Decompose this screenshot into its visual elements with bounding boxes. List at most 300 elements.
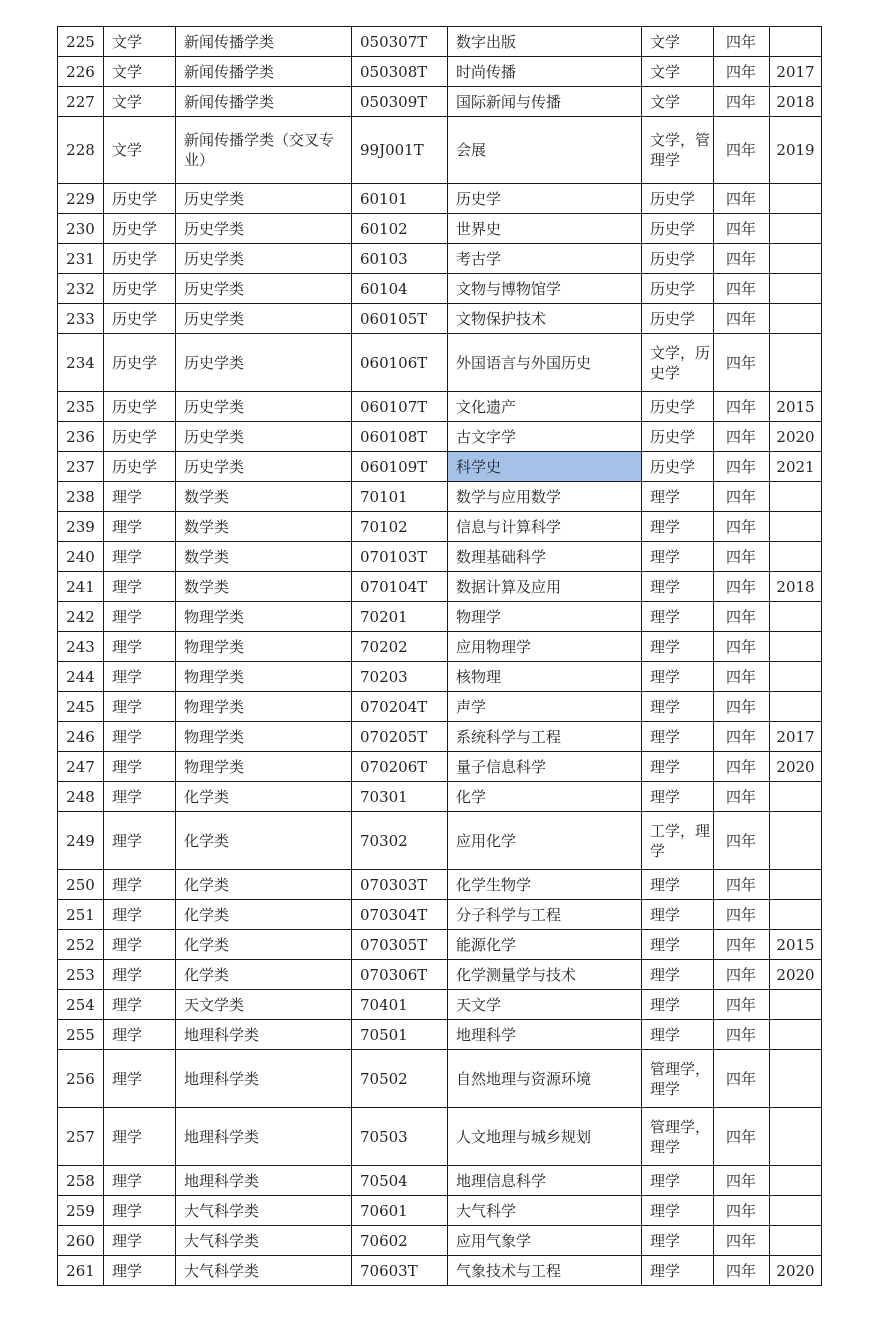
duration-cell: 四年 <box>714 452 770 482</box>
added-year-cell <box>770 662 822 692</box>
added-year-cell <box>770 602 822 632</box>
category-cell: 物理学类 <box>176 632 352 662</box>
degree-cell: 历史学 <box>642 392 714 422</box>
major-cell: 天文学 <box>448 990 642 1020</box>
row-number: 229 <box>58 184 104 214</box>
added-year-cell <box>770 27 822 57</box>
code-cell: 070104T <box>352 572 448 602</box>
discipline-cell: 历史学 <box>104 392 176 422</box>
duration-cell: 四年 <box>714 782 770 812</box>
major-cell: 人文地理与城乡规划 <box>448 1108 642 1166</box>
discipline-cell: 理学 <box>104 1226 176 1256</box>
code-cell: 60102 <box>352 214 448 244</box>
major-cell: 自然地理与资源环境 <box>448 1050 642 1108</box>
code-cell: 060105T <box>352 304 448 334</box>
category-cell: 历史学类 <box>176 304 352 334</box>
duration-cell: 四年 <box>714 244 770 274</box>
table-row <box>58 632 822 662</box>
discipline-cell: 历史学 <box>104 422 176 452</box>
row-number: 239 <box>58 512 104 542</box>
table-row <box>58 57 822 87</box>
code-cell: 70504 <box>352 1166 448 1196</box>
code-cell: 70201 <box>352 602 448 632</box>
duration-cell: 四年 <box>714 1108 770 1166</box>
row-number: 235 <box>58 392 104 422</box>
discipline-cell: 理学 <box>104 692 176 722</box>
table-row <box>58 1226 822 1256</box>
discipline-cell: 文学 <box>104 117 176 184</box>
degree-cell: 理学 <box>642 752 714 782</box>
added-year-cell <box>770 782 822 812</box>
degree-cell: 理学 <box>642 602 714 632</box>
code-cell: 70302 <box>352 812 448 870</box>
table-row <box>58 392 822 422</box>
major-cell: 大气科学 <box>448 1196 642 1226</box>
category-cell: 地理科学类 <box>176 1050 352 1108</box>
row-number: 252 <box>58 930 104 960</box>
category-cell: 新闻传播学类（交叉专业） <box>176 117 352 184</box>
degree-cell: 理学 <box>642 572 714 602</box>
code-cell: 060107T <box>352 392 448 422</box>
added-year-cell <box>770 812 822 870</box>
degree-cell: 理学 <box>642 692 714 722</box>
category-cell: 新闻传播学类 <box>176 87 352 117</box>
table-row <box>58 452 822 482</box>
discipline-cell: 理学 <box>104 1196 176 1226</box>
row-number: 256 <box>58 1050 104 1108</box>
major-cell: 古文字学 <box>448 422 642 452</box>
category-cell: 化学类 <box>176 870 352 900</box>
added-year-cell: 2020 <box>770 960 822 990</box>
code-cell: 070304T <box>352 900 448 930</box>
major-cell: 世界史 <box>448 214 642 244</box>
discipline-cell: 理学 <box>104 542 176 572</box>
added-year-cell <box>770 692 822 722</box>
degree-cell: 历史学 <box>642 304 714 334</box>
code-cell: 70301 <box>352 782 448 812</box>
duration-cell: 四年 <box>714 184 770 214</box>
category-cell: 化学类 <box>176 960 352 990</box>
row-number: 231 <box>58 244 104 274</box>
row-number: 240 <box>58 542 104 572</box>
duration-cell: 四年 <box>714 1166 770 1196</box>
row-number: 226 <box>58 57 104 87</box>
added-year-cell <box>770 1196 822 1226</box>
discipline-cell: 理学 <box>104 602 176 632</box>
degree-cell: 理学 <box>642 990 714 1020</box>
category-cell: 历史学类 <box>176 392 352 422</box>
category-cell: 大气科学类 <box>176 1226 352 1256</box>
discipline-cell: 文学 <box>104 27 176 57</box>
degree-cell: 工学，理学 <box>642 812 714 870</box>
code-cell: 050308T <box>352 57 448 87</box>
category-cell: 地理科学类 <box>176 1166 352 1196</box>
duration-cell: 四年 <box>714 392 770 422</box>
table-row <box>58 87 822 117</box>
added-year-cell <box>770 1050 822 1108</box>
duration-cell: 四年 <box>714 57 770 87</box>
category-cell: 新闻传播学类 <box>176 57 352 87</box>
added-year-cell <box>770 900 822 930</box>
duration-cell: 四年 <box>714 752 770 782</box>
discipline-cell: 理学 <box>104 752 176 782</box>
code-cell: 070303T <box>352 870 448 900</box>
code-cell: 70502 <box>352 1050 448 1108</box>
degree-cell: 历史学 <box>642 452 714 482</box>
degree-cell: 文学 <box>642 87 714 117</box>
added-year-cell: 2019 <box>770 117 822 184</box>
major-cell: 系统科学与工程 <box>448 722 642 752</box>
degree-cell: 历史学 <box>642 214 714 244</box>
category-cell: 数学类 <box>176 512 352 542</box>
duration-cell: 四年 <box>714 1050 770 1108</box>
added-year-cell <box>770 542 822 572</box>
code-cell: 070305T <box>352 930 448 960</box>
degree-cell: 历史学 <box>642 274 714 304</box>
duration-cell: 四年 <box>714 900 770 930</box>
code-cell: 70202 <box>352 632 448 662</box>
code-cell: 070204T <box>352 692 448 722</box>
table-row <box>58 752 822 782</box>
row-number: 237 <box>58 452 104 482</box>
row-number: 248 <box>58 782 104 812</box>
added-year-cell <box>770 214 822 244</box>
duration-cell: 四年 <box>714 870 770 900</box>
major-cell: 量子信息科学 <box>448 752 642 782</box>
degree-cell: 理学 <box>642 722 714 752</box>
major-cell: 文物保护技术 <box>448 304 642 334</box>
degree-cell: 理学 <box>642 482 714 512</box>
major-cell: 会展 <box>448 117 642 184</box>
row-number: 254 <box>58 990 104 1020</box>
degree-cell: 文学 <box>642 57 714 87</box>
degree-cell: 理学 <box>642 930 714 960</box>
degree-cell: 历史学 <box>642 422 714 452</box>
discipline-cell: 理学 <box>104 572 176 602</box>
degree-cell: 历史学 <box>642 244 714 274</box>
discipline-cell: 历史学 <box>104 304 176 334</box>
row-number: 255 <box>58 1020 104 1050</box>
major-cell: 文物与博物馆学 <box>448 274 642 304</box>
category-cell: 天文学类 <box>176 990 352 1020</box>
table-row <box>58 542 822 572</box>
degree-cell: 理学 <box>642 1166 714 1196</box>
major-cell: 历史学 <box>448 184 642 214</box>
major-cell: 应用化学 <box>448 812 642 870</box>
table-row <box>58 812 822 870</box>
added-year-cell <box>770 990 822 1020</box>
table-row <box>58 244 822 274</box>
major-cell: 气象技术与工程 <box>448 1256 642 1286</box>
table-row <box>58 1050 822 1108</box>
row-number: 253 <box>58 960 104 990</box>
added-year-cell: 2015 <box>770 930 822 960</box>
code-cell: 70601 <box>352 1196 448 1226</box>
major-cell: 外国语言与外国历史 <box>448 334 642 392</box>
table-row <box>58 512 822 542</box>
discipline-cell: 历史学 <box>104 334 176 392</box>
table-row <box>58 602 822 632</box>
major-cell: 信息与计算科学 <box>448 512 642 542</box>
row-number: 243 <box>58 632 104 662</box>
added-year-cell: 2015 <box>770 392 822 422</box>
duration-cell: 四年 <box>714 334 770 392</box>
category-cell: 物理学类 <box>176 722 352 752</box>
code-cell: 070206T <box>352 752 448 782</box>
row-number: 242 <box>58 602 104 632</box>
code-cell: 060108T <box>352 422 448 452</box>
row-number: 234 <box>58 334 104 392</box>
discipline-cell: 理学 <box>104 782 176 812</box>
discipline-cell: 理学 <box>104 1020 176 1050</box>
table-row <box>58 572 822 602</box>
row-number: 236 <box>58 422 104 452</box>
discipline-cell: 理学 <box>104 900 176 930</box>
degree-cell: 历史学 <box>642 184 714 214</box>
major-cell: 化学测量学与技术 <box>448 960 642 990</box>
discipline-cell: 理学 <box>104 870 176 900</box>
code-cell: 060109T <box>352 452 448 482</box>
category-cell: 历史学类 <box>176 214 352 244</box>
added-year-cell: 2021 <box>770 452 822 482</box>
discipline-cell: 历史学 <box>104 274 176 304</box>
duration-cell: 四年 <box>714 930 770 960</box>
added-year-cell <box>770 870 822 900</box>
added-year-cell: 2020 <box>770 752 822 782</box>
added-year-cell <box>770 632 822 662</box>
duration-cell: 四年 <box>714 722 770 752</box>
code-cell: 070306T <box>352 960 448 990</box>
major-cell: 地理信息科学 <box>448 1166 642 1196</box>
row-number: 257 <box>58 1108 104 1166</box>
row-number: 249 <box>58 812 104 870</box>
duration-cell: 四年 <box>714 214 770 244</box>
row-number: 247 <box>58 752 104 782</box>
table-row <box>58 1020 822 1050</box>
added-year-cell <box>770 184 822 214</box>
major-cell: 数学与应用数学 <box>448 482 642 512</box>
category-cell: 历史学类 <box>176 422 352 452</box>
table-row <box>58 692 822 722</box>
major-cell: 考古学 <box>448 244 642 274</box>
major-cell: 化学 <box>448 782 642 812</box>
code-cell: 070205T <box>352 722 448 752</box>
added-year-cell <box>770 334 822 392</box>
table-row <box>58 870 822 900</box>
major-cell: 能源化学 <box>448 930 642 960</box>
code-cell: 050307T <box>352 27 448 57</box>
category-cell: 数学类 <box>176 542 352 572</box>
row-number: 259 <box>58 1196 104 1226</box>
code-cell: 70102 <box>352 512 448 542</box>
duration-cell: 四年 <box>714 812 770 870</box>
discipline-cell: 文学 <box>104 87 176 117</box>
table-row <box>58 117 822 184</box>
category-cell: 化学类 <box>176 900 352 930</box>
discipline-cell: 理学 <box>104 482 176 512</box>
degree-cell: 理学 <box>642 1256 714 1286</box>
duration-cell: 四年 <box>714 27 770 57</box>
table-row <box>58 422 822 452</box>
duration-cell: 四年 <box>714 542 770 572</box>
added-year-cell <box>770 1108 822 1166</box>
major-cell: 分子科学与工程 <box>448 900 642 930</box>
discipline-cell: 理学 <box>104 990 176 1020</box>
category-cell: 物理学类 <box>176 602 352 632</box>
degree-cell: 理学 <box>642 870 714 900</box>
degree-cell: 管理学，理学 <box>642 1050 714 1108</box>
row-number: 238 <box>58 482 104 512</box>
duration-cell: 四年 <box>714 1196 770 1226</box>
table-body <box>58 27 822 1286</box>
degree-cell: 文学，管理学 <box>642 117 714 184</box>
degree-cell: 理学 <box>642 900 714 930</box>
table-row <box>58 1166 822 1196</box>
majors-table-container <box>57 26 822 1286</box>
discipline-cell: 理学 <box>104 662 176 692</box>
category-cell: 历史学类 <box>176 452 352 482</box>
added-year-cell: 2017 <box>770 722 822 752</box>
category-cell: 历史学类 <box>176 274 352 304</box>
discipline-cell: 理学 <box>104 1108 176 1166</box>
table-row <box>58 27 822 57</box>
discipline-cell: 历史学 <box>104 214 176 244</box>
table-row <box>58 184 822 214</box>
duration-cell: 四年 <box>714 274 770 304</box>
major-cell: 科学史 <box>448 452 642 482</box>
duration-cell: 四年 <box>714 990 770 1020</box>
row-number: 261 <box>58 1256 104 1286</box>
table-row <box>58 334 822 392</box>
code-cell: 050309T <box>352 87 448 117</box>
row-number: 233 <box>58 304 104 334</box>
discipline-cell: 理学 <box>104 930 176 960</box>
major-cell: 数字出版 <box>448 27 642 57</box>
major-cell: 地理科学 <box>448 1020 642 1050</box>
duration-cell: 四年 <box>714 632 770 662</box>
table-row <box>58 930 822 960</box>
row-number: 244 <box>58 662 104 692</box>
row-number: 251 <box>58 900 104 930</box>
category-cell: 大气科学类 <box>176 1196 352 1226</box>
degree-cell: 理学 <box>642 1020 714 1050</box>
added-year-cell <box>770 1226 822 1256</box>
code-cell: 70603T <box>352 1256 448 1286</box>
duration-cell: 四年 <box>714 422 770 452</box>
code-cell: 60103 <box>352 244 448 274</box>
category-cell: 地理科学类 <box>176 1020 352 1050</box>
major-cell: 应用气象学 <box>448 1226 642 1256</box>
added-year-cell <box>770 274 822 304</box>
table-row <box>58 274 822 304</box>
duration-cell: 四年 <box>714 662 770 692</box>
added-year-cell: 2017 <box>770 57 822 87</box>
degree-cell: 文学，历史学 <box>642 334 714 392</box>
degree-cell: 理学 <box>642 782 714 812</box>
category-cell: 历史学类 <box>176 334 352 392</box>
discipline-cell: 理学 <box>104 632 176 662</box>
row-number: 225 <box>58 27 104 57</box>
major-cell: 数据计算及应用 <box>448 572 642 602</box>
duration-cell: 四年 <box>714 304 770 334</box>
duration-cell: 四年 <box>714 1020 770 1050</box>
code-cell: 70501 <box>352 1020 448 1050</box>
code-cell: 70503 <box>352 1108 448 1166</box>
added-year-cell: 2020 <box>770 422 822 452</box>
major-cell: 应用物理学 <box>448 632 642 662</box>
duration-cell: 四年 <box>714 87 770 117</box>
category-cell: 化学类 <box>176 812 352 870</box>
major-cell: 化学生物学 <box>448 870 642 900</box>
category-cell: 数学类 <box>176 482 352 512</box>
row-number: 227 <box>58 87 104 117</box>
discipline-cell: 理学 <box>104 960 176 990</box>
discipline-cell: 理学 <box>104 722 176 752</box>
added-year-cell <box>770 482 822 512</box>
major-cell: 物理学 <box>448 602 642 632</box>
code-cell: 70203 <box>352 662 448 692</box>
table-row <box>58 304 822 334</box>
major-cell: 数理基础科学 <box>448 542 642 572</box>
row-number: 230 <box>58 214 104 244</box>
discipline-cell: 理学 <box>104 1166 176 1196</box>
code-cell: 70401 <box>352 990 448 1020</box>
added-year-cell: 2018 <box>770 572 822 602</box>
added-year-cell <box>770 1020 822 1050</box>
added-year-cell <box>770 244 822 274</box>
category-cell: 化学类 <box>176 930 352 960</box>
added-year-cell: 2020 <box>770 1256 822 1286</box>
degree-cell: 理学 <box>642 512 714 542</box>
category-cell: 历史学类 <box>176 244 352 274</box>
code-cell: 60104 <box>352 274 448 304</box>
code-cell: 070103T <box>352 542 448 572</box>
added-year-cell: 2018 <box>770 87 822 117</box>
discipline-cell: 历史学 <box>104 452 176 482</box>
duration-cell: 四年 <box>714 512 770 542</box>
row-number: 232 <box>58 274 104 304</box>
duration-cell: 四年 <box>714 960 770 990</box>
row-number: 241 <box>58 572 104 602</box>
degree-cell: 管理学，理学 <box>642 1108 714 1166</box>
row-number: 258 <box>58 1166 104 1196</box>
table-row <box>58 960 822 990</box>
row-number: 250 <box>58 870 104 900</box>
degree-cell: 理学 <box>642 960 714 990</box>
added-year-cell <box>770 512 822 542</box>
table-row <box>58 1256 822 1286</box>
table-row <box>58 662 822 692</box>
category-cell: 物理学类 <box>176 752 352 782</box>
table-row <box>58 214 822 244</box>
discipline-cell: 历史学 <box>104 244 176 274</box>
major-cell: 文化遗产 <box>448 392 642 422</box>
duration-cell: 四年 <box>714 1226 770 1256</box>
degree-cell: 理学 <box>642 632 714 662</box>
table-row <box>58 990 822 1020</box>
code-cell: 060106T <box>352 334 448 392</box>
duration-cell: 四年 <box>714 1256 770 1286</box>
code-cell: 99J001T <box>352 117 448 184</box>
major-cell: 核物理 <box>448 662 642 692</box>
category-cell: 数学类 <box>176 572 352 602</box>
category-cell: 化学类 <box>176 782 352 812</box>
discipline-cell: 理学 <box>104 1256 176 1286</box>
category-cell: 物理学类 <box>176 662 352 692</box>
table-row <box>58 782 822 812</box>
major-cell: 时尚传播 <box>448 57 642 87</box>
added-year-cell <box>770 304 822 334</box>
